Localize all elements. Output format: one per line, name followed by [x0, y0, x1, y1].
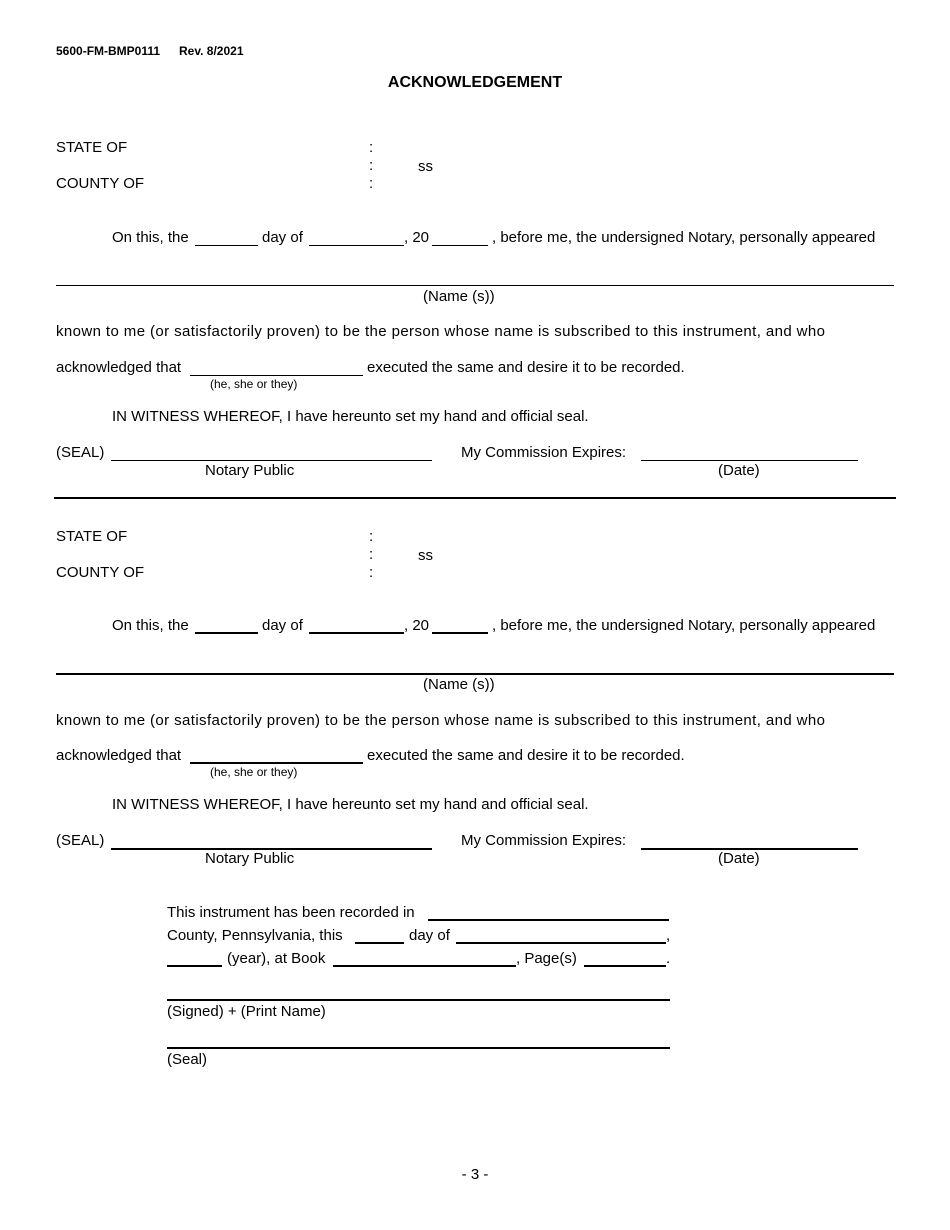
ss-label: ss — [418, 158, 433, 175]
on-this-text: On this, the — [112, 617, 189, 634]
witness-text: IN WITNESS WHEREOF, I have hereunto set my hand and official seal. — [112, 796, 589, 813]
signed-print-name-caption: (Signed) + (Print Name) — [167, 1003, 326, 1020]
known-to-me-text: known to me (or satisfactorily proven) to be the person whose name is subscribed to this instrument, and who — [56, 712, 826, 729]
recorded-day-of-text: day of — [409, 927, 450, 944]
commission-expires-label: My Commission Expires: — [461, 444, 627, 461]
day-blank[interactable] — [195, 245, 258, 246]
known-to-me-text: known to me (or satisfactorily proven) to be the person whose name is subscribed to this instrument, and who — [56, 323, 826, 340]
seal-label: (SEAL) — [56, 444, 105, 461]
day-of-text: day of — [262, 617, 303, 634]
seal-label: (SEAL) — [56, 832, 105, 849]
month-blank[interactable] — [309, 245, 404, 246]
recorded-county-blank[interactable] — [428, 919, 669, 921]
notary-public-caption: Notary Public — [205, 462, 295, 479]
page-number: - 3 - — [461, 1166, 489, 1183]
seal-line[interactable] — [167, 1047, 670, 1049]
colon: : — [369, 564, 374, 581]
pronoun-blank[interactable] — [190, 375, 363, 376]
colon: : — [369, 139, 374, 156]
state-of-label: STATE OF — [56, 528, 128, 545]
ss-label: ss — [418, 547, 433, 564]
pronoun-caption: (he, she or they) — [210, 765, 298, 779]
year-prefix-text: , 20 — [404, 617, 430, 634]
before-me-text: , before me, the undersigned Notary, personally appeared — [492, 229, 876, 246]
date-caption: (Date) — [718, 462, 760, 479]
commission-date-line[interactable] — [641, 460, 858, 461]
year-at-book-text: (year), at Book — [227, 950, 326, 967]
comma: , — [666, 927, 671, 944]
section-divider — [54, 497, 896, 499]
witness-text: IN WITNESS WHEREOF, I have hereunto set my hand and official seal. — [112, 408, 589, 425]
form-revision: Rev. 8/2021 — [179, 44, 244, 58]
year-blank[interactable] — [432, 245, 488, 246]
seal-caption: (Seal) — [167, 1051, 208, 1068]
acknowledged-that-text: acknowledged that — [56, 747, 182, 764]
notary-signature-line[interactable] — [111, 460, 432, 461]
pronoun-blank[interactable] — [190, 762, 363, 764]
recorded-day-blank[interactable] — [355, 942, 404, 944]
before-me-text: , before me, the undersigned Notary, personally appeared — [492, 617, 876, 634]
recorded-in-text: This instrument has been recorded in — [167, 904, 415, 921]
date-caption: (Date) — [718, 850, 760, 867]
acknowledged-that-text: acknowledged that — [56, 359, 182, 376]
day-blank[interactable] — [195, 632, 258, 634]
pronoun-caption: (he, she or they) — [210, 377, 298, 391]
names-line[interactable] — [56, 673, 894, 675]
recorded-month-blank[interactable] — [456, 942, 666, 944]
form-number: 5600-FM-BMP0111 — [56, 44, 161, 58]
pages-blank[interactable] — [584, 965, 666, 967]
book-blank[interactable] — [333, 965, 516, 967]
signed-line[interactable] — [167, 999, 670, 1001]
month-blank[interactable] — [309, 632, 404, 634]
day-of-text: day of — [262, 229, 303, 246]
names-caption: (Name (s)) — [423, 288, 495, 305]
commission-expires-label: My Commission Expires: — [461, 832, 627, 849]
colon: : — [369, 175, 374, 192]
pages-text: , Page(s) — [516, 950, 577, 967]
executed-text: executed the same and desire it to be recorded. — [367, 359, 685, 376]
period: . — [666, 950, 671, 967]
names-caption: (Name (s)) — [423, 676, 495, 693]
county-of-label: COUNTY OF — [56, 175, 145, 192]
colon: : — [369, 157, 374, 174]
colon: : — [369, 528, 374, 545]
year-prefix-text: , 20 — [404, 229, 430, 246]
colon: : — [369, 546, 374, 563]
county-of-label: COUNTY OF — [56, 564, 145, 581]
recorded-year-blank[interactable] — [167, 965, 222, 967]
page-title: ACKNOWLEDGEMENT — [387, 74, 563, 91]
county-pennsylvania-text: County, Pennsylvania, this — [167, 927, 343, 944]
on-this-text: On this, the — [112, 229, 189, 246]
names-line[interactable] — [56, 285, 894, 286]
year-blank[interactable] — [432, 632, 488, 634]
notary-public-caption: Notary Public — [205, 850, 295, 867]
state-of-label: STATE OF — [56, 139, 128, 156]
executed-text: executed the same and desire it to be recorded. — [367, 747, 685, 764]
